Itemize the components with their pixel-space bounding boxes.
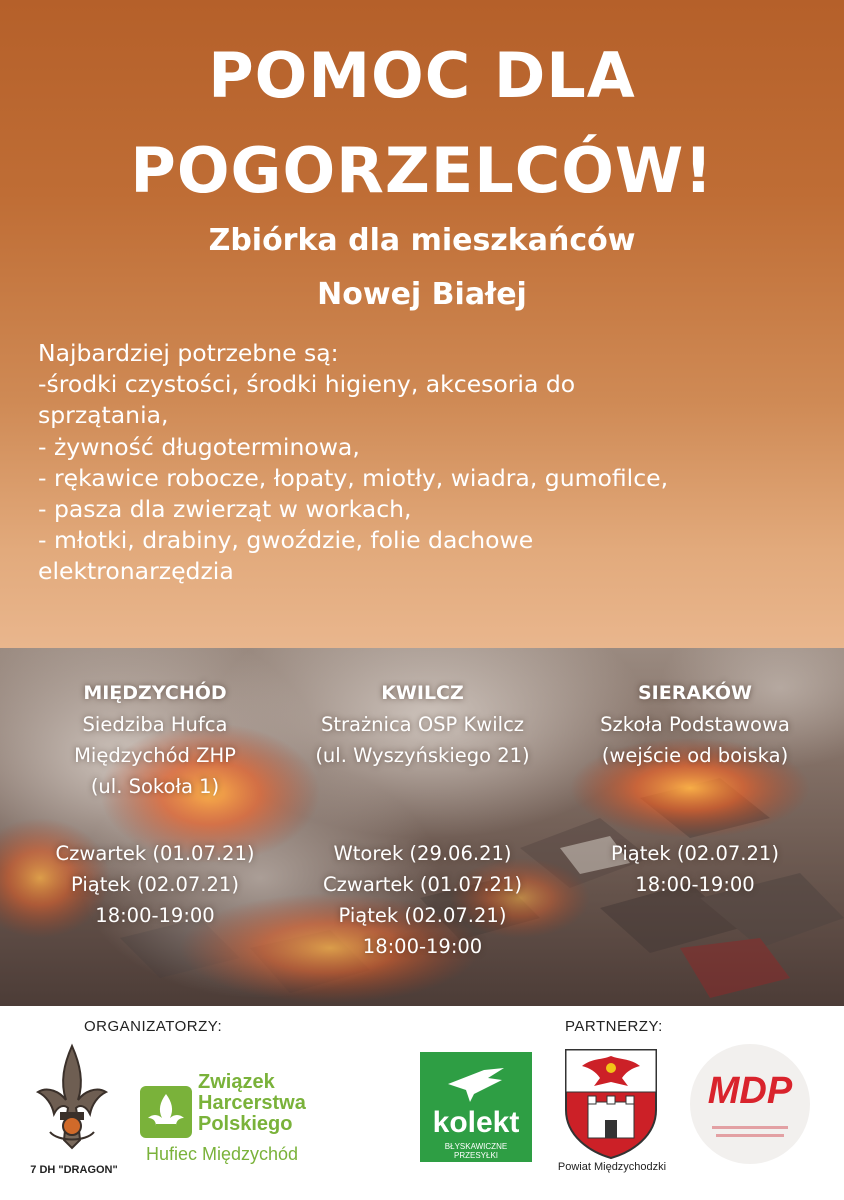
- mdp-logo: [690, 1044, 810, 1164]
- dragon-lily-logo: [30, 1042, 114, 1160]
- location-date: Wtorek (29.06.21): [333, 842, 512, 865]
- location-place: Strażnica OSP Kwilcz: [320, 713, 525, 736]
- title-line-1: POMOC DLA: [208, 39, 636, 112]
- location-city: SIERAKÓW: [637, 682, 753, 704]
- zhp-name-line: Polskiego: [198, 1113, 293, 1135]
- location-date: Czwartek (01.07.21): [55, 842, 255, 865]
- location-address: (ul. Wyszyńskiego 21): [315, 744, 530, 767]
- needs-item: - pasza dla zwierząt w workach,: [38, 495, 412, 524]
- location-date: Piątek (02.07.21): [71, 873, 239, 896]
- kolekt-name: kolekt: [432, 1106, 520, 1139]
- kolekt-logo: [420, 1052, 532, 1162]
- kolekt-tagline: [420, 1142, 532, 1160]
- location-place: Szkoła Podstawowa: [600, 713, 790, 736]
- zhp-name-line: Związek: [198, 1071, 275, 1093]
- needs-heading: Najbardziej potrzebne są:: [38, 339, 339, 367]
- location-sierakow: [565, 678, 825, 900]
- zhp-name: [198, 1072, 306, 1135]
- powiat-caption: Powiat Międzychodzki: [557, 1161, 667, 1173]
- location-address: (wejście od boiska): [601, 744, 789, 767]
- kolekt-tagline-line: BŁYSKAWICZNE: [444, 1142, 508, 1151]
- location-city: KWILCZ: [381, 682, 464, 704]
- needs-list: [38, 338, 828, 588]
- location-date: Piątek (02.07.21): [611, 842, 779, 865]
- needs-item: - rękawice robocze, łopaty, miotły, wiadra, gumofilce,: [38, 463, 669, 492]
- location-city: MIĘDZYCHÓD: [83, 682, 227, 704]
- fire-photo-section: [0, 648, 844, 1006]
- kolekt-tagline-line: PRZESYŁKI: [453, 1151, 498, 1160]
- needs-item: sprzątania,: [38, 401, 169, 430]
- zhp-emblem-logo: [140, 1086, 192, 1138]
- location-hours: 18:00-19:00: [362, 935, 483, 958]
- zhp-unit: Hufiec Międzychód: [146, 1144, 299, 1164]
- needs-item: -środki czystości, środki higieny, akcesoria do: [38, 370, 576, 399]
- location-kwilcz: [285, 678, 560, 962]
- location-place: Międzychód ZHP: [74, 744, 236, 767]
- subtitle-line-2: Nowej Białej: [317, 277, 527, 312]
- needs-item: - młotki, drabiny, gwoździe, folie dachowe: [38, 526, 534, 555]
- partners-label: PARTNERZY:: [565, 1018, 663, 1035]
- organizers-label: ORGANIZATORZY:: [84, 1018, 223, 1035]
- mdp-caption-line: [712, 1126, 788, 1129]
- needs-item: - żywność długoterminowa,: [38, 432, 360, 461]
- title-line-2: POGORZELCÓW!: [130, 134, 714, 207]
- location-place: Siedziba Hufca: [82, 713, 228, 736]
- location-date: Piątek (02.07.21): [338, 904, 507, 927]
- zhp-name-line: Harcerstwa: [198, 1092, 306, 1114]
- location-hours: 18:00-19:00: [95, 904, 215, 927]
- powiat-coat-of-arms: [562, 1046, 660, 1160]
- subtitle-line-1: Zbiórka dla mieszkańców: [208, 223, 636, 258]
- kolekt-bird-icon: [444, 1064, 508, 1104]
- mdp-caption-line: [716, 1134, 784, 1137]
- location-date: Czwartek (01.07.21): [323, 873, 522, 896]
- dragon-caption: 7 DH "DRAGON": [30, 1164, 118, 1176]
- location-hours: 18:00-19:00: [635, 873, 755, 896]
- needs-item: elektronarzędzia: [38, 557, 234, 586]
- location-miedzychod: [20, 678, 290, 931]
- mdp-logo-text: MDP: [707, 1070, 793, 1112]
- location-address: (ul. Sokoła 1): [90, 775, 220, 798]
